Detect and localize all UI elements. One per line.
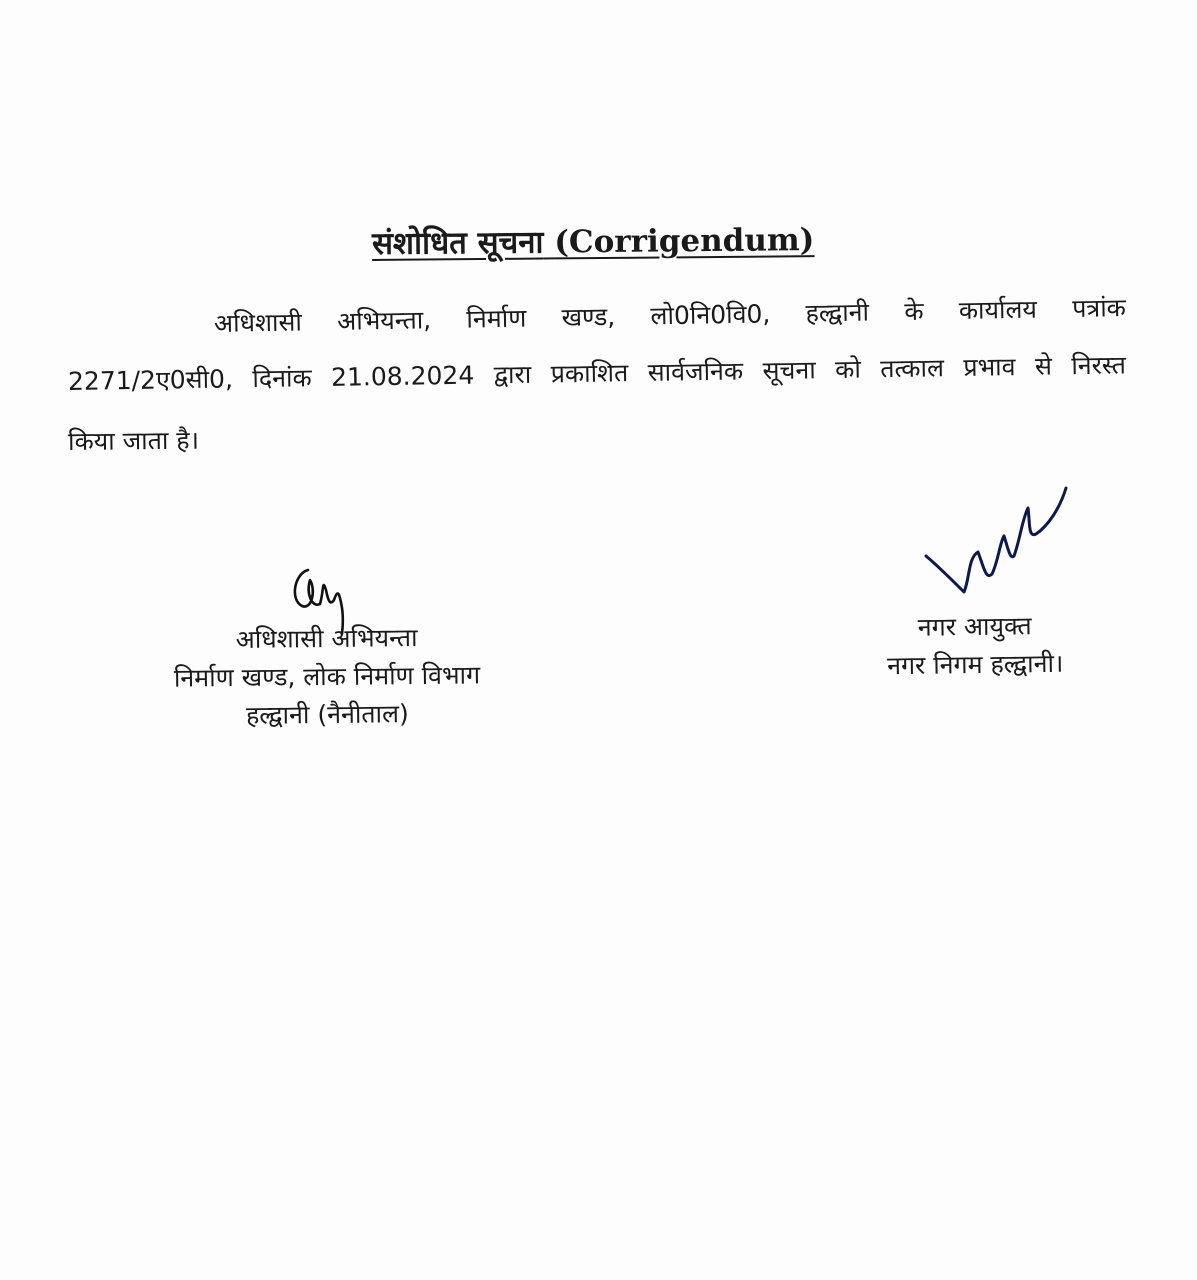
notice-title-hindi: संशोधित सूचना <box>371 224 544 262</box>
signatory-right-organization: नगर निगम हल्द्वानी। <box>886 648 1064 681</box>
notice-title <box>372 218 832 264</box>
notice-body-line-1: अधिशासी अभियन्ता, निर्माण खण्ड, लो0नि0वि0, हल्द्वानी के कार्यालय पत्रांक <box>213 293 1127 338</box>
notice-body-line-2: 2271/2ए0सी0, दिनांक 21.08.2024 द्वारा प्रकाशित सार्वजनिक सूचना को तत्काल प्रभाव से निरस्त <box>67 350 1127 396</box>
notice-title-english: (Corrigendum) <box>554 222 815 261</box>
executive-engineer-signatory <box>131 618 522 736</box>
signatory-right-designation: नगर आयुक्त <box>917 611 1032 642</box>
signatory-left-department: निर्माण खण्ड, लोक निर्माण विभाग <box>173 660 481 693</box>
signatory-left-designation: अधिशासी अभियन्ता <box>235 623 418 654</box>
notice-body-line-3: किया जाता है। <box>67 425 200 456</box>
municipal-commissioner-signature <box>918 478 1078 598</box>
signatory-left-location: हल्द्वानी (नैनीताल) <box>245 699 409 730</box>
municipal-commissioner-signatory <box>819 606 1130 686</box>
